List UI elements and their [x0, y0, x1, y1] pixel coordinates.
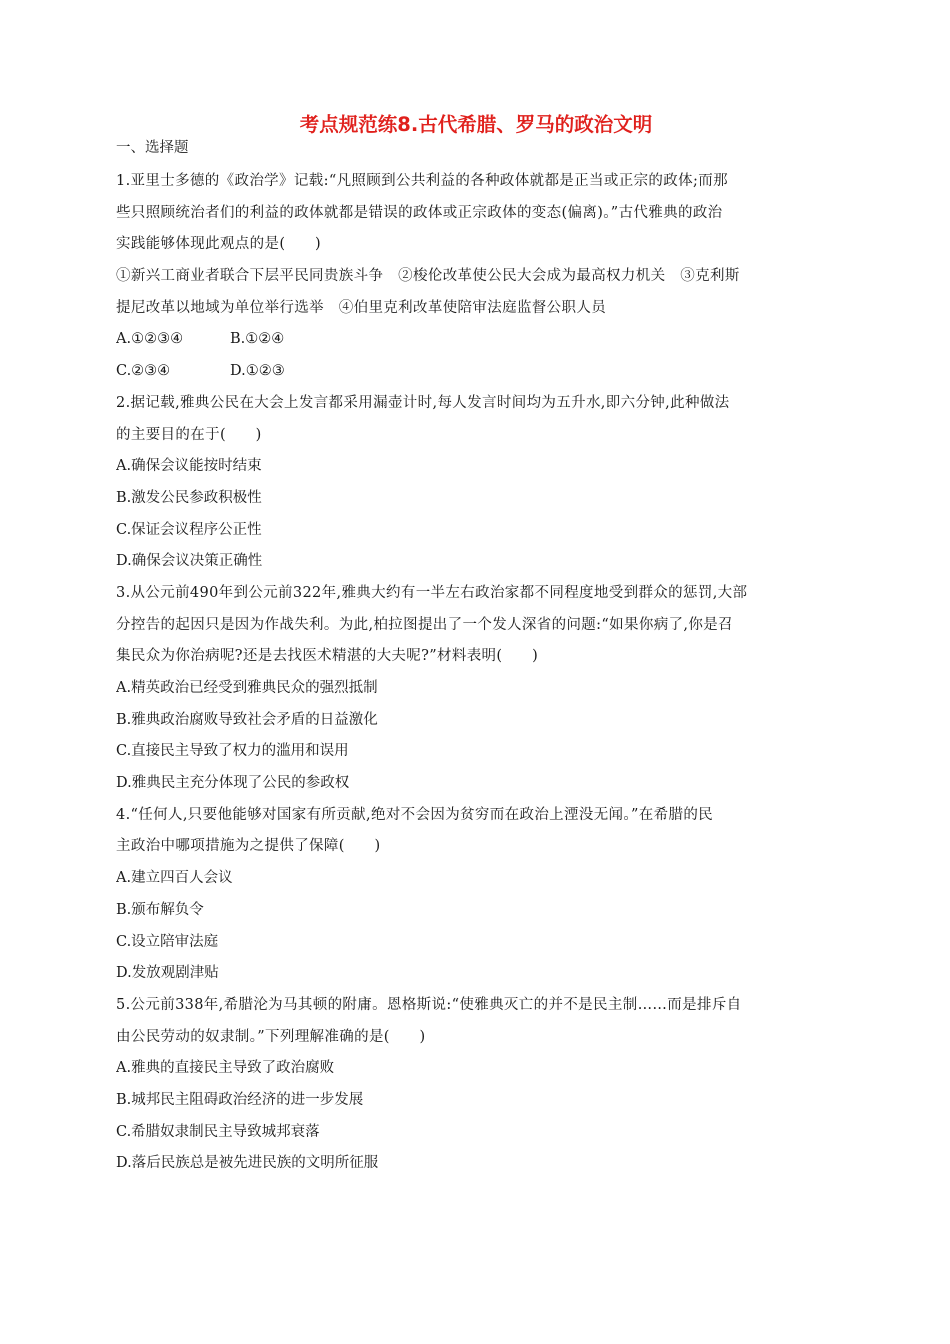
option-a[interactable]: A.建立四百人会议: [116, 870, 233, 887]
option-b[interactable]: B.颁布解负令: [116, 901, 204, 918]
option-c[interactable]: C.设立陪审法庭: [116, 933, 219, 950]
option-d[interactable]: D.雅典民主充分体现了公民的参政权: [116, 775, 350, 792]
option-d[interactable]: D.落后民族总是被先进民族的文明所征服: [116, 1155, 379, 1172]
option-d[interactable]: D.发放观剧津贴: [116, 965, 219, 982]
option-b[interactable]: B.雅典政治腐败导致社会矛盾的日益激化: [116, 711, 378, 728]
question-stem-line: 5.公元前338年,希腊沦为马其顿的附庸。恩格斯说:“使雅典灭亡的并不是民主制……而是排斥自: [116, 996, 742, 1013]
option-c[interactable]: C.希腊奴隶制民主导致城邦衰落: [116, 1123, 320, 1140]
question-stem-line: 3.从公元前490年到公元前322年,雅典大约有一半左右政治家都不同程度地受到群众的惩罚,大部: [116, 584, 748, 601]
question-stem-line: 主政治中哪项措施为之提供了保障( ): [116, 838, 381, 855]
option-a[interactable]: A.确保会议能按时结束: [116, 458, 262, 475]
section-heading: 一、选择题: [116, 140, 189, 156]
option-b[interactable]: B.①②④: [230, 331, 285, 348]
option-c[interactable]: C.②③④: [116, 363, 171, 380]
question-stem-line: 的主要目的在于( ): [116, 426, 262, 443]
option-a[interactable]: A.雅典的直接民主导致了政治腐败: [116, 1060, 335, 1077]
question-stem-line: ①新兴工商业者联合下层平民同贵族斗争 ②梭伦改革使公民大会成为最高权力机关 ③克利斯: [116, 268, 740, 285]
option-c[interactable]: C.保证会议程序公正性: [116, 521, 262, 538]
question-stem-line: 1.亚里士多德的《政治学》记载:“凡照顾到公共利益的各种政体就都是正当或正宗的政体;而那: [116, 173, 728, 189]
option-b[interactable]: B.激发公民参政积极性: [116, 489, 262, 506]
question-3: [116, 578, 836, 800]
question-stem-line: 实践能够体现此观点的是( ): [116, 236, 322, 253]
question-stem-line: 提尼改革以地域为单位举行选举 ④伯里克利改革使陪审法庭监督公职人员: [116, 299, 607, 316]
option-a[interactable]: A.精英政治已经受到雅典民众的强烈抵制: [116, 680, 378, 696]
option-a[interactable]: A.①②③④: [116, 331, 184, 348]
option-d[interactable]: D.①②③: [230, 363, 285, 380]
question-4: [116, 800, 836, 990]
question-stem-line: 分控告的起因只是因为作战失利。为此,柏拉图提出了一个发人深省的问题:“如果你病了,你是召: [116, 616, 733, 633]
option-row: [116, 324, 836, 356]
question-stem-line: 2.据记载,雅典公民在大会上发言都采用漏壶计时,每人发言时间均为五升水,即六分钟,此种做法: [116, 394, 730, 411]
option-b[interactable]: B.城邦民主阻碍政治经济的进一步发展: [116, 1091, 364, 1108]
question-stem-line: 些只照顾统治者们的利益的政体就都是错误的政体或正宗政体的变态(偏离)。”古代雅典的政治: [116, 204, 723, 221]
question-stem-line: 4.“任何人,只要他能够对国家有所贡献,绝对不会因为贫穷而在政治上湮没无闻。”在希腊的民: [116, 806, 714, 823]
option-row: [116, 356, 836, 388]
option-c[interactable]: C.直接民主导致了权力的滥用和误用: [116, 743, 349, 760]
page-title: 考点规范练8.古代希腊、罗马的政治文明: [299, 113, 653, 136]
question-1: [116, 166, 836, 388]
question-stem-line: 由公民劳动的奴隶制。”下列理解准确的是( ): [116, 1028, 426, 1045]
question-2: [116, 388, 836, 578]
question-stem-line: 集民众为你治病呢?还是去找医术精湛的大夫呢?”材料表明( ): [116, 648, 539, 665]
question-5: [116, 990, 836, 1180]
document-page: [116, 108, 836, 1180]
option-d[interactable]: D.确保会议决策正确性: [116, 553, 263, 570]
